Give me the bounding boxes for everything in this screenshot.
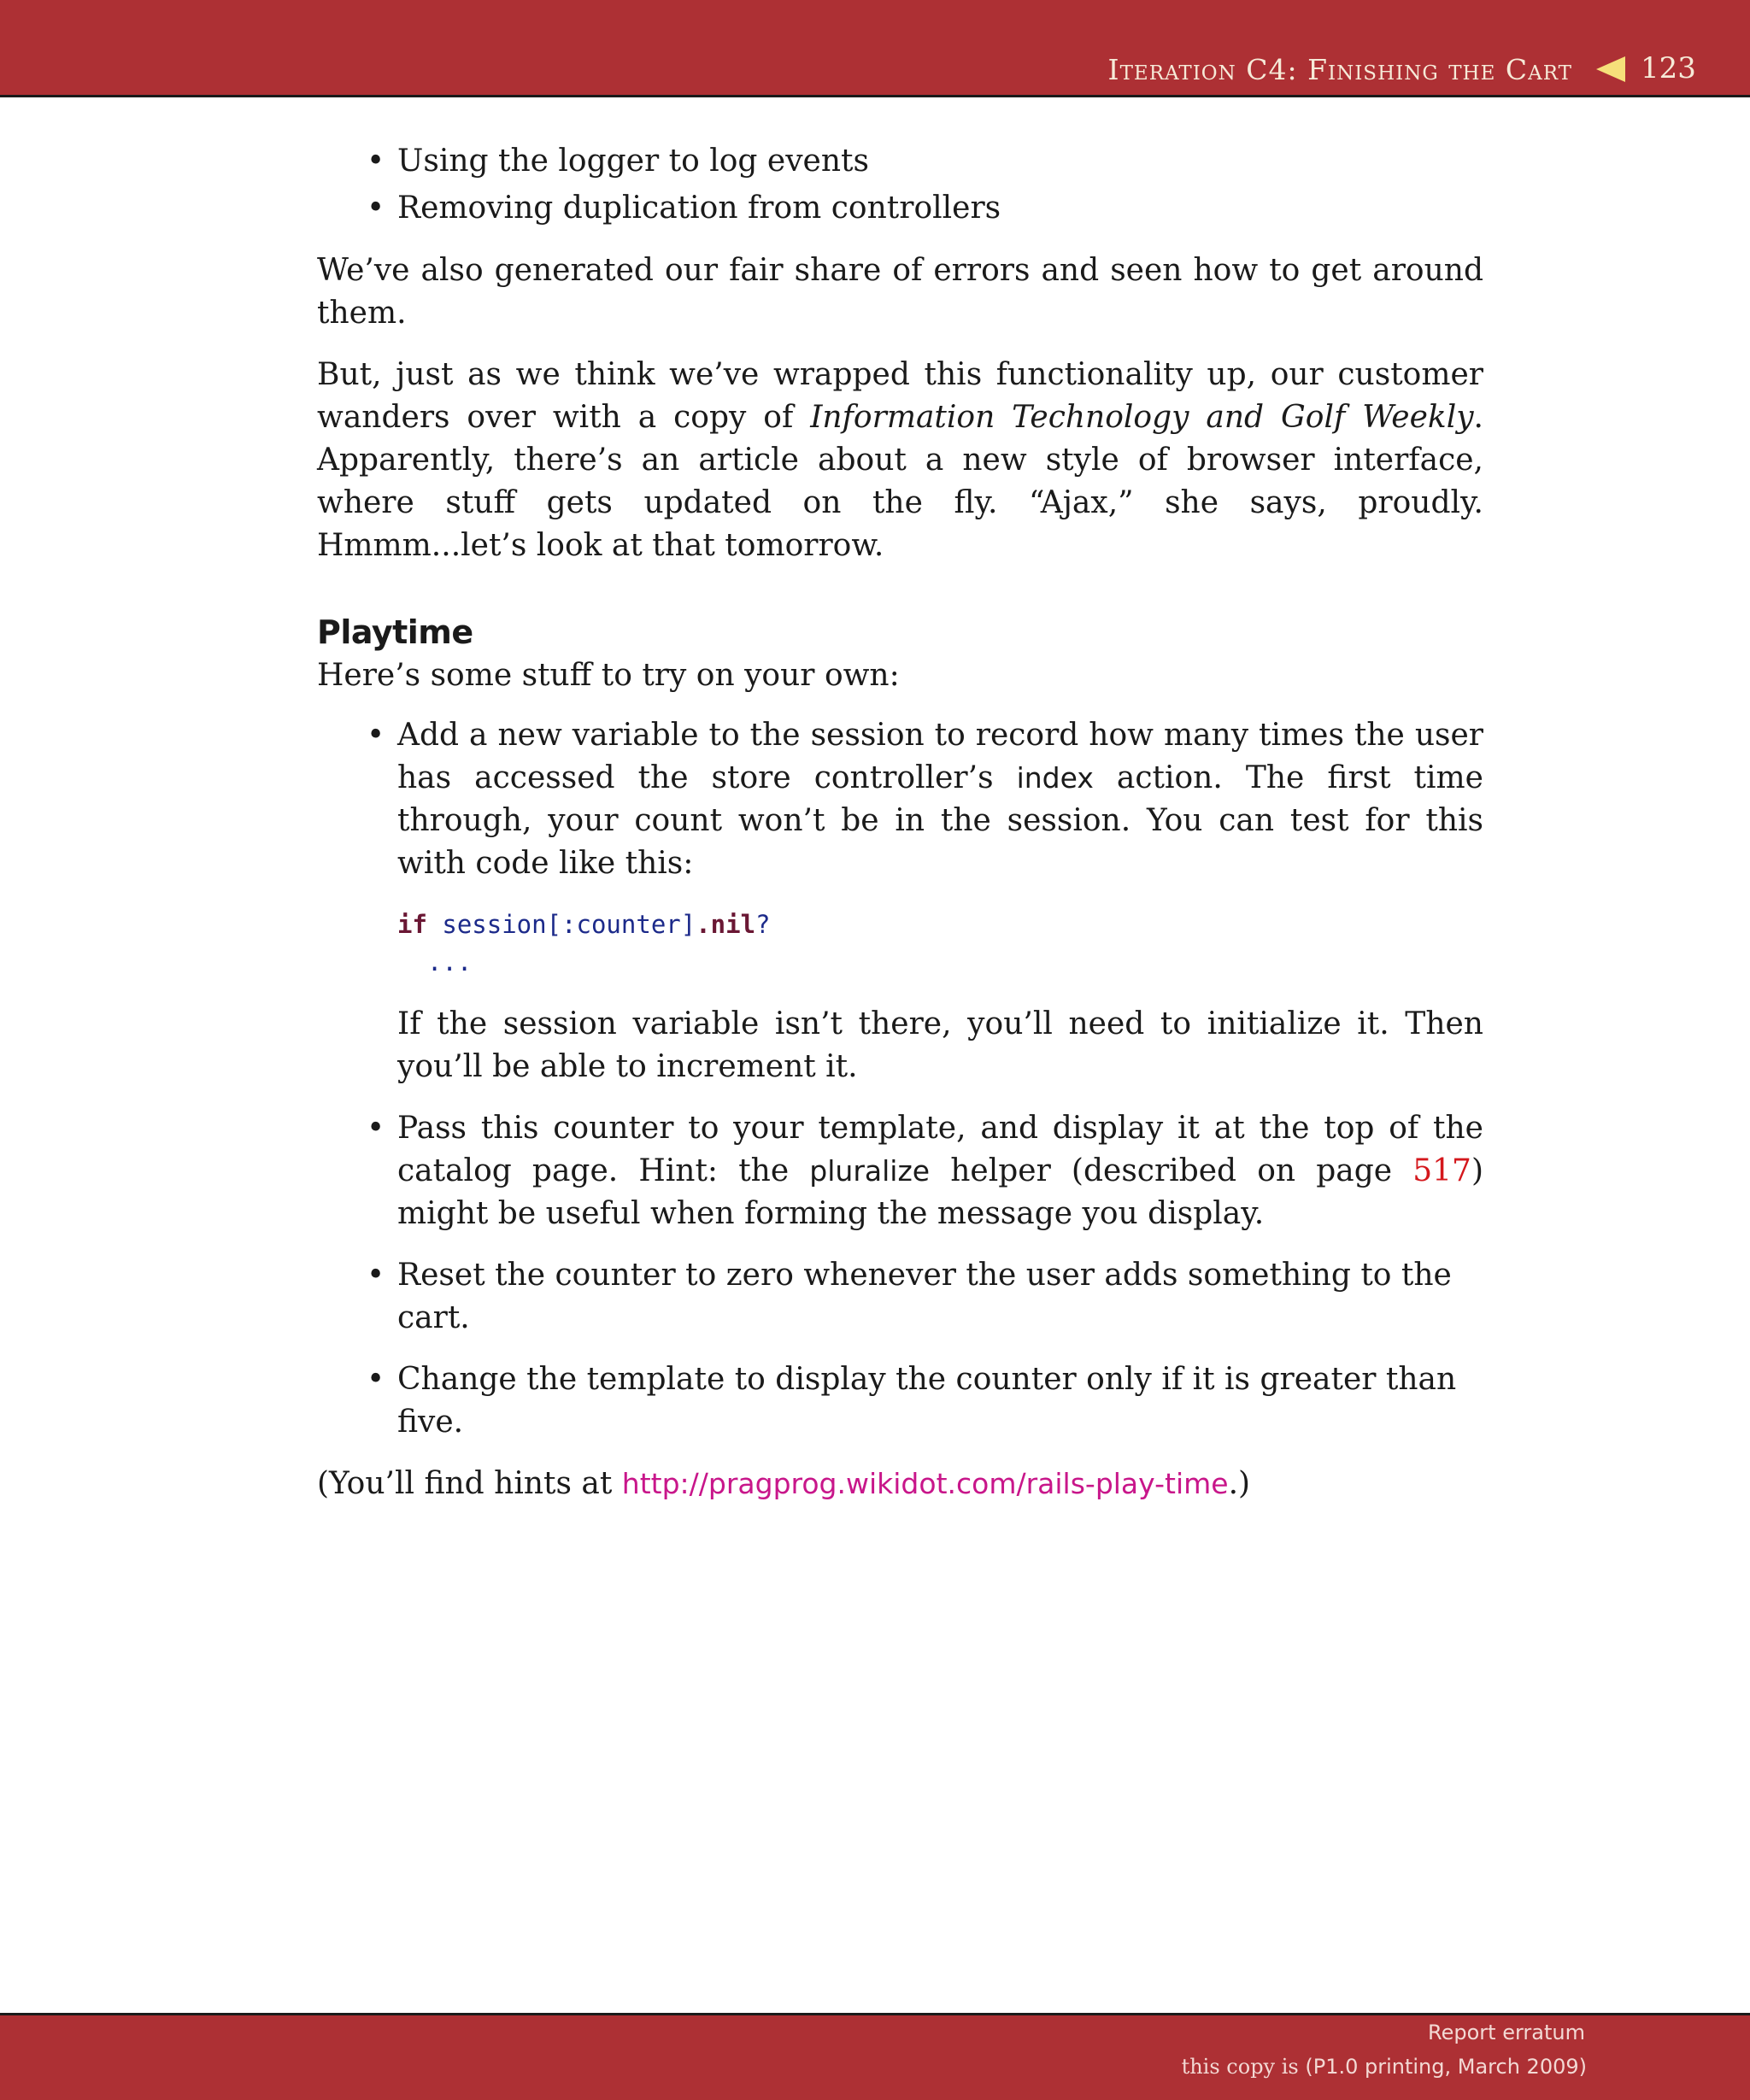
code-word-index: index <box>1016 761 1094 795</box>
code-suffix: ? <box>755 910 771 939</box>
page-number: 123 <box>1641 51 1696 85</box>
intro-bullet-item: • Using the logger to log events <box>397 140 1483 183</box>
code-method: .nil <box>696 910 756 939</box>
copy-info <box>1182 2055 1587 2079</box>
copy-printing-info: (P1.0 printing, March 2009) <box>1298 2055 1587 2079</box>
section-heading-playtime: Playtime <box>317 613 473 651</box>
item-text: ) might be useful when forming the message you display. <box>397 1153 1483 1231</box>
playtime-item-display-condition: • Change the template to display the counter only if it is greater than five. <box>397 1358 1483 1444</box>
paragraph-errors: We’ve also generated our fair share of errors and seen how to get around them. <box>317 253 1483 331</box>
page-reference-link[interactable]: 517 <box>1412 1153 1471 1188</box>
hints-paragraph <box>317 1463 1483 1505</box>
playtime-intro: Here’s some stuff to try on your own: <box>317 658 900 693</box>
paragraph-ajax-text: But, just as we think we’ve wrapped this functionality up, our customer wanders over with a copy of <box>317 357 1483 435</box>
code-keyword: if <box>397 910 427 939</box>
playtime-bullet-list <box>317 714 1483 1444</box>
hints-text: (You’ll find hints at <box>317 1466 622 1501</box>
item-text: Add a new variable to the session to record how many times the user has accessed the store controller’s <box>397 718 1483 795</box>
item-text: action. The first time through, your count won’t be in the session. You can test for this with code like this: <box>397 760 1483 881</box>
report-erratum-link[interactable]: Report erratum <box>1428 2021 1585 2044</box>
playtime-item-template-counter <box>397 1107 1483 1235</box>
paragraph-ajax-text: . Apparently, there’s an article about a new style of browser interface, where stuff gets updated on the fly. “Ajax,” she says, proudly. Hmmm...let’s look at that tomorrow. <box>317 400 1483 563</box>
page-content <box>317 140 1483 1524</box>
magazine-title: Information Technology and Golf Weekly <box>810 400 1474 435</box>
playtime-item-session-counter <box>397 714 1483 1088</box>
hints-url-link[interactable]: http://pragprog.wikidot.com/rails-play-time <box>621 1467 1229 1500</box>
previous-page-arrow-icon[interactable] <box>1596 56 1625 82</box>
code-word-pluralize: pluralize <box>809 1154 931 1188</box>
item-text: helper (described on page <box>930 1153 1413 1188</box>
running-header-title: Iteration C4: Finishing the Cart <box>1107 53 1572 86</box>
code-ellipsis: ... <box>397 947 473 977</box>
code-block <box>397 906 1483 981</box>
item-text: Pass this counter to your template, and display it at the top of the catalog page. Hint: the <box>397 1111 1483 1188</box>
item-followup: If the session variable isn’t there, you’ll need to initialize it. Then you’ll be able to increment it. <box>397 1006 1483 1084</box>
intro-bullet-list <box>317 140 1483 230</box>
copy-prefix: this copy is <box>1181 2055 1299 2079</box>
playtime-item-reset-counter: • Reset the counter to zero whenever the user adds something to the cart. <box>397 1254 1483 1340</box>
intro-bullet-item: • Removing duplication from controllers <box>397 187 1483 230</box>
paragraph-ajax <box>317 354 1483 567</box>
code-expression: session[:counter] <box>426 910 696 939</box>
hints-text: .) <box>1228 1466 1251 1501</box>
